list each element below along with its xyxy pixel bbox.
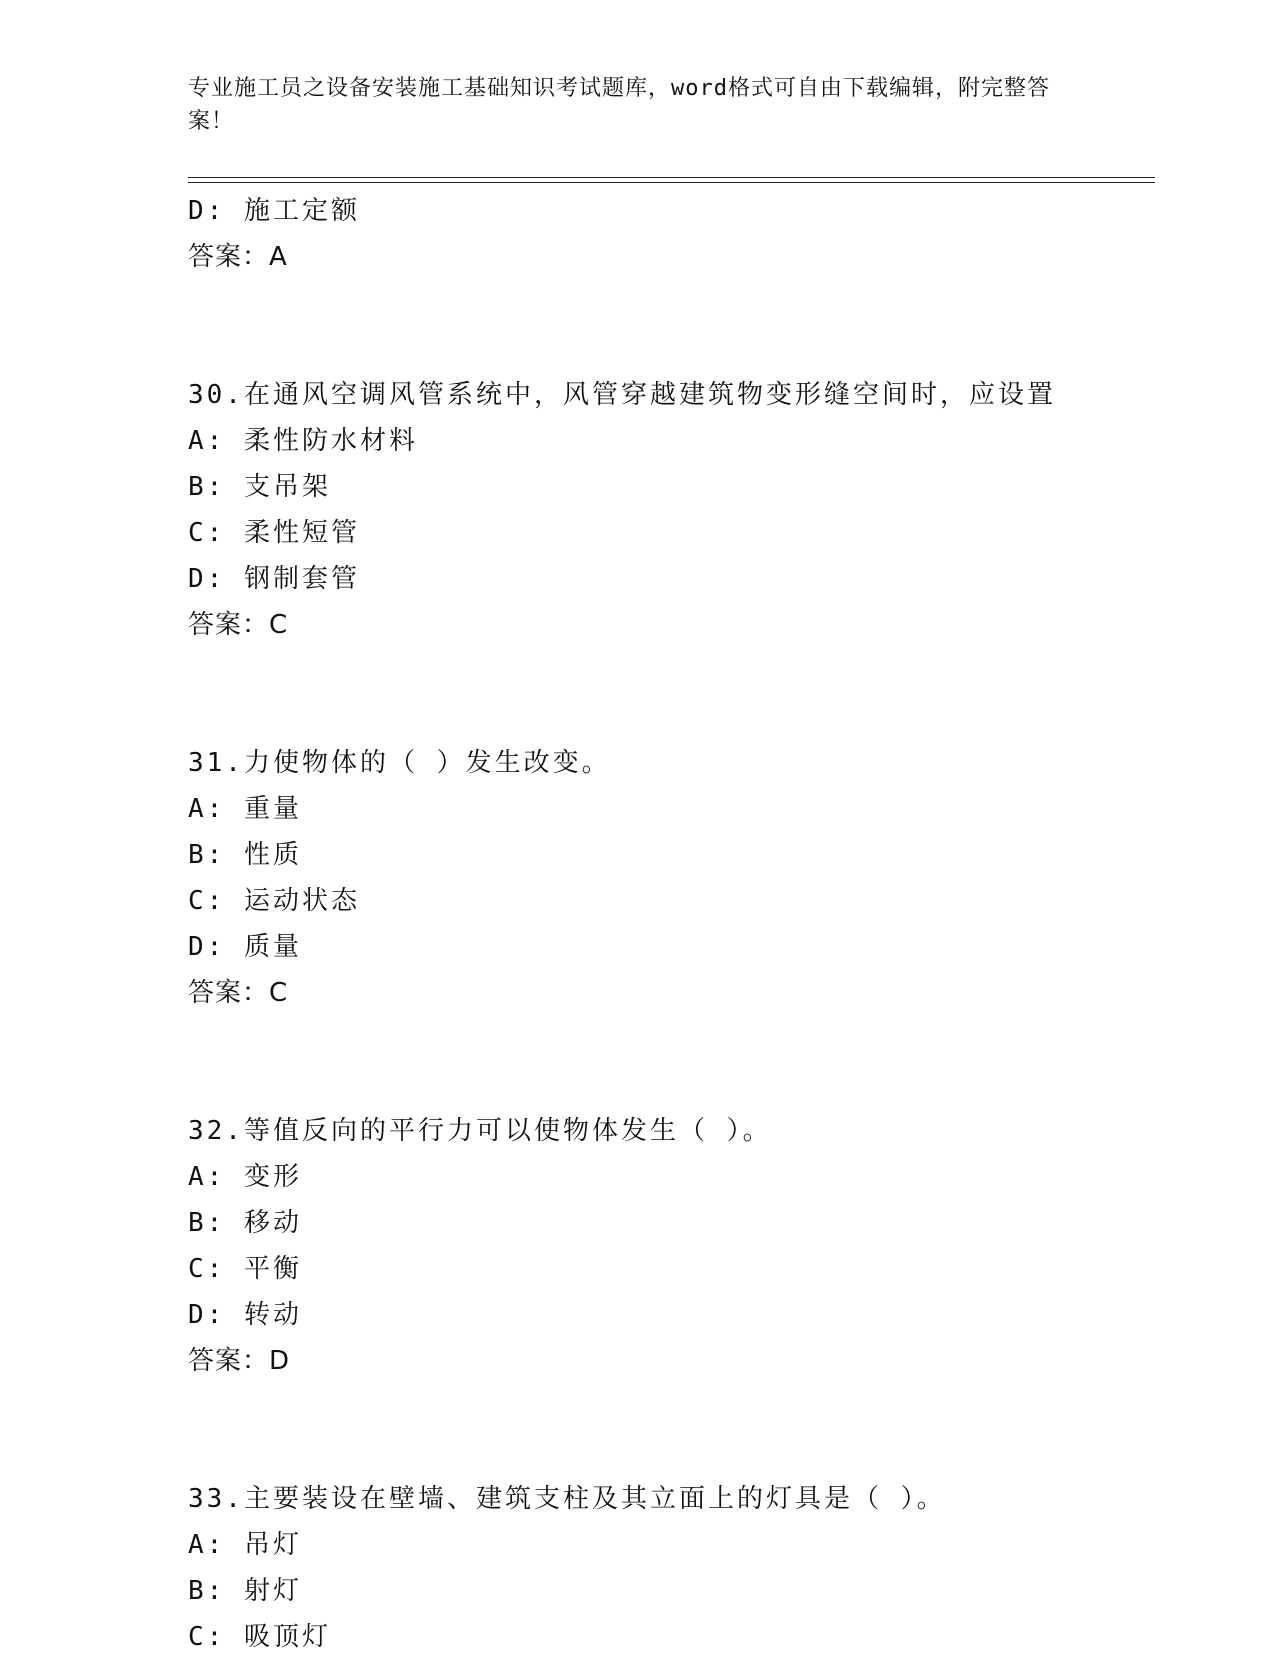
- option-line: C: 运动状态: [188, 886, 360, 916]
- option-line: A: 吊灯: [188, 1530, 302, 1560]
- question-stem: 33.主要装设在壁墙、建筑支柱及其立面上的灯具是（ ）。: [188, 1484, 946, 1514]
- option-line: D: 质量: [188, 932, 302, 962]
- answer-line: 答案：C: [188, 610, 289, 640]
- answer-line: 答案：C: [188, 978, 289, 1008]
- option-line: B: 射灯: [188, 1576, 302, 1606]
- option-line: B: 支吊架: [188, 472, 331, 502]
- header-rule-top: [188, 177, 1155, 178]
- question-stem: 31.力使物体的（ ）发生改变。: [188, 748, 611, 778]
- spacer: [188, 1016, 1155, 1108]
- option-line: D: 钢制套管: [188, 564, 360, 594]
- option-line: B: 性质: [188, 840, 302, 870]
- spacer: [188, 648, 1155, 740]
- header-rule-bottom: [188, 182, 1155, 183]
- question-stem: 32.等值反向的平行力可以使物体发生（ ）。: [188, 1116, 772, 1146]
- option-line: D: 转动: [188, 1300, 302, 1330]
- option-line: A: 柔性防水材料: [188, 426, 418, 456]
- option-line: D: 施工定额: [188, 196, 360, 226]
- option-line: C: 柔性短管: [188, 518, 360, 548]
- spacer: [188, 280, 1155, 372]
- option-line: C: 平衡: [188, 1254, 302, 1284]
- answer-line: 答案：D: [188, 1346, 291, 1376]
- option-line: A: 重量: [188, 794, 302, 824]
- option-line: C: 吸顶灯: [188, 1622, 331, 1652]
- option-line: B: 移动: [188, 1208, 302, 1238]
- document-header: 专业施工员之设备安装施工基础知识考试题库，word格式可自由下载编辑，附完整答案！: [188, 76, 1050, 134]
- question-list: [188, 188, 1155, 1660]
- answer-line: 答案：A: [188, 242, 288, 272]
- spacer: [188, 1384, 1155, 1476]
- question-stem: 30.在通风空调风管系统中，风管穿越建筑物变形缝空间时，应设置: [188, 380, 1056, 410]
- option-line: A: 变形: [188, 1162, 302, 1192]
